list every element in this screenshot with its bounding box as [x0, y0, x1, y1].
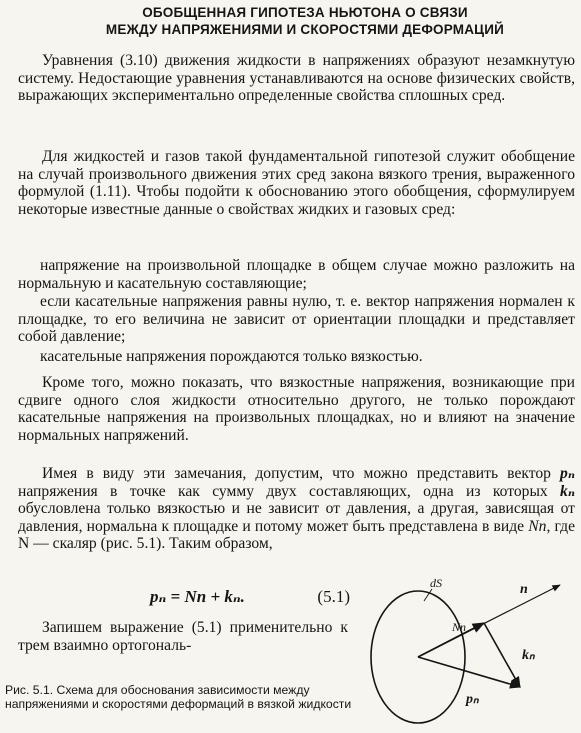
paragraph-8 [18, 619, 348, 654]
paragraph-text: Кроме того, можно показать, что вязкостные напряжения, возникающие при сдвиге одного слоя жидкости относительно другого, не только порождают касательные напряжения на произвольных площадках, но и влияют на значение нормальных напряжений. [18, 374, 575, 444]
label-pn: pₙ [466, 692, 479, 707]
label-n: n [520, 582, 528, 597]
list-item-text: если касательные напряжения равны нулю, т. е. вектор напряжения нормален к площадке, то его величина не зависит от ориентации площадки и представляет собой давление; [18, 293, 575, 346]
vector-diagram [360, 575, 575, 725]
list-item [18, 257, 575, 292]
equation-5-1 [150, 587, 350, 607]
list-item [18, 348, 575, 366]
figure-5-1 [360, 575, 575, 725]
paragraph-2 [18, 148, 575, 218]
label-dS: dS [430, 576, 442, 590]
section-heading [40, 4, 570, 38]
label-dS-leader [424, 589, 432, 601]
equation-number: (5.1) [317, 587, 350, 606]
list-item [18, 293, 575, 346]
vector-pn: pₙ [560, 465, 575, 482]
paragraph-text: Запишем выражение (5.1) применительно к трем взаимно ортогональ- [18, 619, 348, 654]
vector-kn: kₙ [560, 482, 575, 500]
text-run: напряжения в точке как сумму двух составляющих, одна из которых [18, 482, 561, 500]
text-run: Имея в виду эти замечания, допустим, что можно представить вектор [42, 465, 561, 482]
paragraph-text [18, 465, 575, 553]
paragraph-text: Для жидкостей и газов такой фундаментальной гипотезой служит обобщение на случай произвольного движения этих сред закона вязкого трения, выраженного формулой (1.11). Чтобы подойти к обоснованию этого обобщения, сформулируем некоторые известные данные о свойствах жидких и газовых сред: [18, 148, 575, 218]
paragraph-1 [18, 52, 575, 105]
label-kn: kₙ [522, 648, 535, 663]
paragraph-6 [18, 374, 575, 444]
text-run: , где N — скаляр (рис. 5.1). Таким образом, [18, 517, 575, 553]
list-item-text: напряжение на произвольной площадке в общем случае можно разложить на нормальную и касательную составляющие; [18, 257, 575, 292]
list-item-text: касательные напряжения порождаются только вязкостью. [40, 348, 423, 365]
equation-expression: pₙ = Nn + kₙ. [150, 587, 245, 606]
text-run: обусловлена только вязкостью и не зависит от давления, а другая, зависящая от давления, нормальна к площадке и потому может быть представлена в виде [18, 500, 575, 535]
label-Nn: Nn [452, 620, 467, 634]
paragraph-text: Уравнения (3.10) движения жидкости в напряжениях образуют незамкнутую систему. Недостающие уравнения устанавливаются на основе физических свойств, выражающих экспериментально определенные свойства сплошных сред. [18, 52, 575, 105]
heading-line-1: ОБОБЩЕННАЯ ГИПОТЕЗА НЬЮТОНА О СВЯЗИ [142, 5, 468, 20]
vector-Nn: Nn [528, 517, 547, 535]
vector-Nn-arrow [418, 623, 484, 657]
paragraph-7 [18, 465, 575, 553]
figure-caption: Рис. 5.1. Схема для обоснования зависимости между напряжениями и скоростями деформаций в вязкой жидкости [5, 683, 352, 711]
heading-line-2: МЕЖДУ НАПРЯЖЕНИЯМИ И СКОРОСТЯМИ ДЕФОРМАЦИЙ [105, 22, 505, 37]
vector-pn-arrow [418, 657, 520, 687]
